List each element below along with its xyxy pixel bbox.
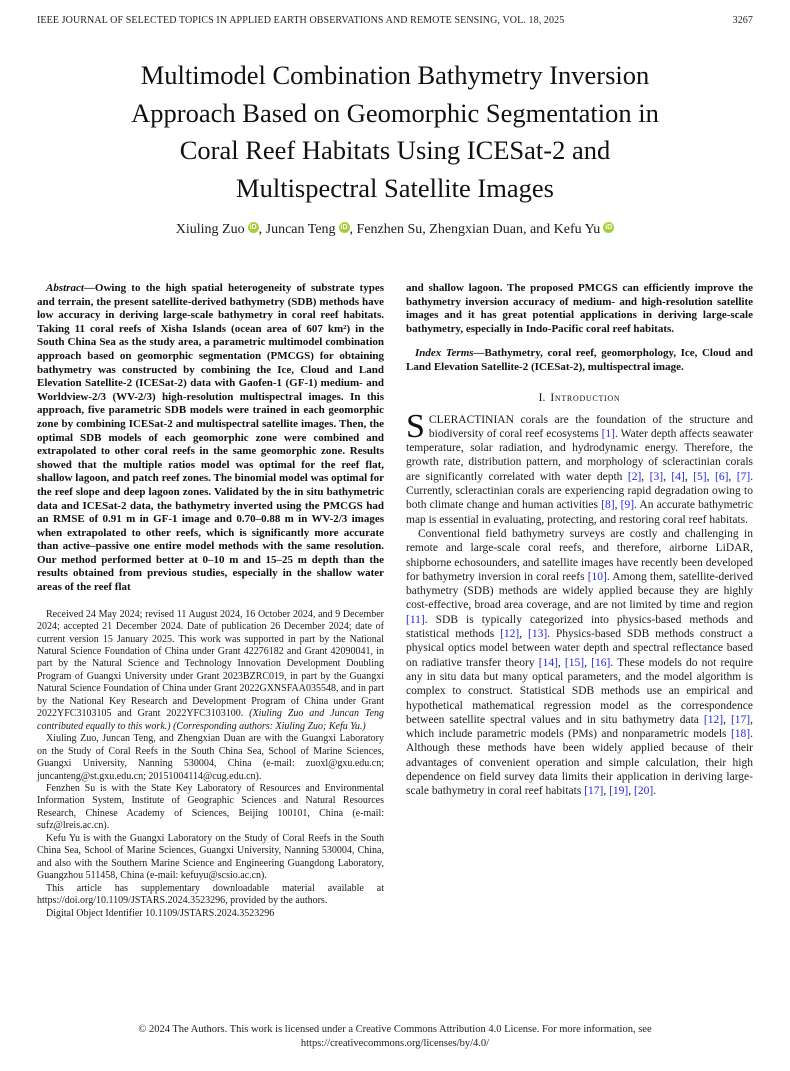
introduction-text	[406, 407, 754, 799]
citation-link[interactable]: [12]	[703, 713, 724, 726]
abstract-text-left: Owing to the high spatial heterogeneity of substrate types and terrain, the present satellite-derived bathymetry (SDB) methods have low accuracy in deriving large-scale bathymetry in coral reef habitats. Taking 11 coral reefs of Xisha Islands (ocean area of 607 km²) in the South China Sea as the study area, a parametric multimodel combination approach based on geomorphic segmentation (PMCGS) for obtaining bathymetry was constructed by combining the Ice, Cloud and Land Elevation Satellite-2 (ICESat-2) data with Gaofen-1 (GF-1) medium- and Worldview-2/3 (WV-2/3) high-resolution multispectral images. In this approach, five parametric SDB models were trained in each geomorphic zone by combining ICESat-2 and multispectral satellite images. Then, the optimal SDB models of each geomorphic zone were combined and extrapolated to other coral reefs in the same geomorphic zone. Results showed that the multiple ratios model was optimal for the reef flat, shallow lagoon, and patch reef zones. The binomial model was optimal for the reef slope and deep lagoon zones. Validated by the in situ bathymetric data and ICESat-2 data, the bathymetry inverted using the PMCGS had an RMSE of 0.91 m in GF-1 image and 0.70–0.88 m in WV-2/3 images when extrapolated to other reefs, which is significantly more accurate than active–passive one entire model methods with the same resolution. Our method performed better at 0–10 m and 15–25 m depth than the results obtained from previous studies, especially in the shallow water areas of the reef flat	[37, 282, 384, 594]
citation-link[interactable]: [20]	[634, 785, 654, 798]
citation-link[interactable]: [7]	[736, 470, 751, 483]
citation-link[interactable]: [13]	[527, 628, 548, 641]
abstract-continuation: and shallow lagoon. The proposed PMCGS can efficiently improve the bathymetry inversion accuracy of medium- and high-resolution satellite images and it has great potential applications in deriving large-scale bathymetry, especially in Indo-Pacific coral reef habitats.	[406, 282, 753, 335]
citation-link[interactable]: [16]	[591, 656, 611, 669]
citation-link[interactable]: [4]	[671, 470, 685, 483]
citation-link[interactable]: [15]	[564, 656, 585, 669]
right-column	[406, 282, 753, 920]
intro-paragraph-1	[406, 407, 754, 527]
citation-link[interactable]: [6]	[714, 470, 729, 483]
page-number: 3267	[732, 15, 753, 26]
footnote-supplementary: This article has supplementary downloadable material available at https://doi.org/10.1109/JSTARS.2024.3523296, provided by the authors.	[37, 882, 384, 907]
citation-link[interactable]: [14]	[538, 656, 558, 669]
citation-link[interactable]: [1]	[601, 427, 616, 440]
citation-link[interactable]: [10]	[587, 570, 607, 583]
paper-title	[37, 57, 753, 207]
two-column-body	[37, 282, 753, 920]
drop-cap: S	[406, 407, 425, 445]
footnote-funding-text: Received 24 May 2024; revised 11 August 2024, 16 October 2024, and 9 December 2024; accepted 21 December 2024. Date of publication 26 December 2024; date of current version 15 January 2025. This work was supported in part by the National Natural Science Foundation of China under Grant 42276182 and Grant 42090041, in part by the Natural Science and Technology Innovation Development Doubling Program of Guangxi University under Grant 2023BZRC019, in part by the Guangxi Natural Science Foundation of China under Grant 2022GXNSFAA035548, and in part by the National Key Research and Development Program of China under Grant 2022YFC3103105 and Grant 2022YFC3103100.	[37, 608, 384, 720]
abstract-label: Abstract—	[46, 282, 95, 294]
index-terms-paragraph	[406, 347, 753, 374]
authors-line	[37, 222, 753, 238]
paper-title-line2: Approach Based on Geomorphic Segmentation in	[131, 97, 659, 128]
paper-title-line4: Multispectral Satellite Images	[236, 172, 554, 203]
orcid-icon[interactable]: iD	[605, 224, 613, 231]
journal-title: IEEE JOURNAL OF SELECTED TOPICS IN APPLIED EARTH OBSERVATIONS AND REMOTE SENSING, VOL. 18, 2025	[37, 15, 565, 26]
orcid-icon[interactable]: iD	[340, 224, 348, 231]
license-text: © 2024 The Authors. This work is licensed under a Creative Commons Attribution 4.0 License. For more information, see	[138, 1024, 652, 1035]
citation-link[interactable]: [5]	[693, 470, 707, 483]
footnote-affiliation-zuo: Xiuling Zuo, Juncan Teng, and Zhengxian Duan are with the Guangxi Laboratory on the Study of Coral Reefs in the South China Sea, School of Marine Sciences, Guangxi University, Nanning 530004, China (e-mail: zuoxl@gxu.edu.cn; juncanteng@st.gxu.edu.cn; 20151004114@cug.edu.cn).	[37, 733, 384, 782]
citation-link[interactable]: [18]	[730, 728, 751, 741]
footnote-affiliation-su: Fenzhen Su is with the State Key Laboratory of Resources and Environmental Information System, Institute of Geographic Sciences and Natural Resources Research, Chinese Academy of Sciences, Beijing 100101, China (e-mail: sufz@lreis.ac.cn).	[37, 783, 384, 832]
index-terms-text: Bathymetry, coral reef, geomorphology, Ice, Cloud and Land Elevation Satellite-2 (ICESat-2), multispectral image.	[406, 347, 753, 373]
footnote-affiliation-yu: Kefu Yu is with the Guangxi Laboratory on the Study of Coral Reefs in the South China Sea, School of Marine Sciences, Guangxi University, Nanning 530004, China, and also with the Southern Marine Science and Engineering Guangdong Laboratory, Guangzhou 511458, China (e-mail: kefuyu@scsio.ac.cn).	[37, 832, 384, 882]
citation-link[interactable]: [17]	[730, 713, 751, 726]
citation-link[interactable]: [9]	[620, 499, 635, 512]
citation-link[interactable]: [12]	[500, 628, 520, 641]
citation-link[interactable]: [11]	[406, 613, 425, 626]
paper-title-line3: Coral Reef Habitats Using ICESat-2 and	[179, 135, 611, 165]
author-name: Xiuling Zuo	[175, 222, 245, 237]
footnote-corresponding-authors: (Xiuling Zuo and Juncan Teng contributed equally to this work.) (Corresponding authors: Xiuling Zuo; Kefu Yu.)	[37, 708, 384, 732]
intro-paragraph-2: Conventional field bathymetry surveys are costly and challenging in remote and large-scale coral reefs, and therefore, airborne LiDAR, shipborne echosounders, and satellite images have recently been developed for bathymetry inversion in coral reefs [10]. Among them, satellite-derived bathymetry (SDB) methods are widely applied because they are highly cost-effective, broad area coverage, and are not limited by time and region [11]. SDB is typically categorized into physics-based methods and statistical methods [12], [13]. Physics-based SDB methods construct a physical optics model between water depth and spectral reflectance based on radiative transfer theory [14], [15], [16]. These models do not require any in situ data but many optical parameters, and the model algorithm is complex to construct. Statistical SDB methods use an empirical and hypothetical mathematical regression model as the correspondence between satellite spectral values and in situ bathymetry data [12], [17], which include parametric models (PMs) and nonparametric models [18]. Although these methods have been widely applied because of their advantages of convenient operation and simple calculation, their high dependence on field survey data limits their application in deriving large-scale bathymetry in coral reef habitats [17], [19], [20].	[406, 527, 754, 798]
section-number: I.	[538, 391, 546, 404]
author-name: , Juncan Teng	[258, 222, 336, 237]
index-terms-label: Index Terms—	[415, 347, 485, 360]
footnote-doi: Digital Object Identifier 10.1109/JSTARS.2024.3523296	[46, 907, 275, 919]
orcid-icon[interactable]: iD	[249, 224, 257, 231]
citation-link[interactable]: [19]	[609, 785, 629, 798]
running-head	[37, 15, 753, 26]
citation-link[interactable]: [2]	[627, 470, 642, 483]
citation-link[interactable]: [8]	[601, 499, 615, 512]
author-name: , Fenzhen Su, Zhengxian Duan, and Kefu Yu	[349, 222, 601, 237]
abstract-paragraph	[37, 282, 384, 595]
first-page-footnotes	[37, 609, 384, 920]
section-title: Introduction	[550, 391, 621, 404]
citation-link[interactable]: [3]	[649, 470, 664, 483]
footnote-received	[37, 609, 384, 734]
section-heading-introduction	[406, 392, 753, 404]
license-url: https://creativecommons.org/licenses/by/4.0/	[300, 1038, 490, 1049]
license-footer	[0, 1023, 790, 1051]
left-column	[37, 282, 384, 920]
intro-paragraph-1-text: CLERACTINIAN corals are the foundation of the structure and biodiversity of coral reef ecosystems [1]. Water depth affects seawater temperature, solar radiation, and hydrodynamic energy. Therefore, the growth rate, distribution pattern, and morphology of scleractinian corals are significantly correlated with water depth [2], [3], [4], [5], [6], [7]. Currently, scleractinian corals are experiencing rapid degradation owing to both climate change and human activities [8], [9]. An accurate bathymetric map is essential in evaluating, protecting, and restoring coral reef habitats.	[406, 413, 754, 526]
citation-link[interactable]: [17]	[584, 785, 604, 798]
paper-title-line1: Multimodel Combination Bathymetry Inversion	[140, 60, 650, 90]
